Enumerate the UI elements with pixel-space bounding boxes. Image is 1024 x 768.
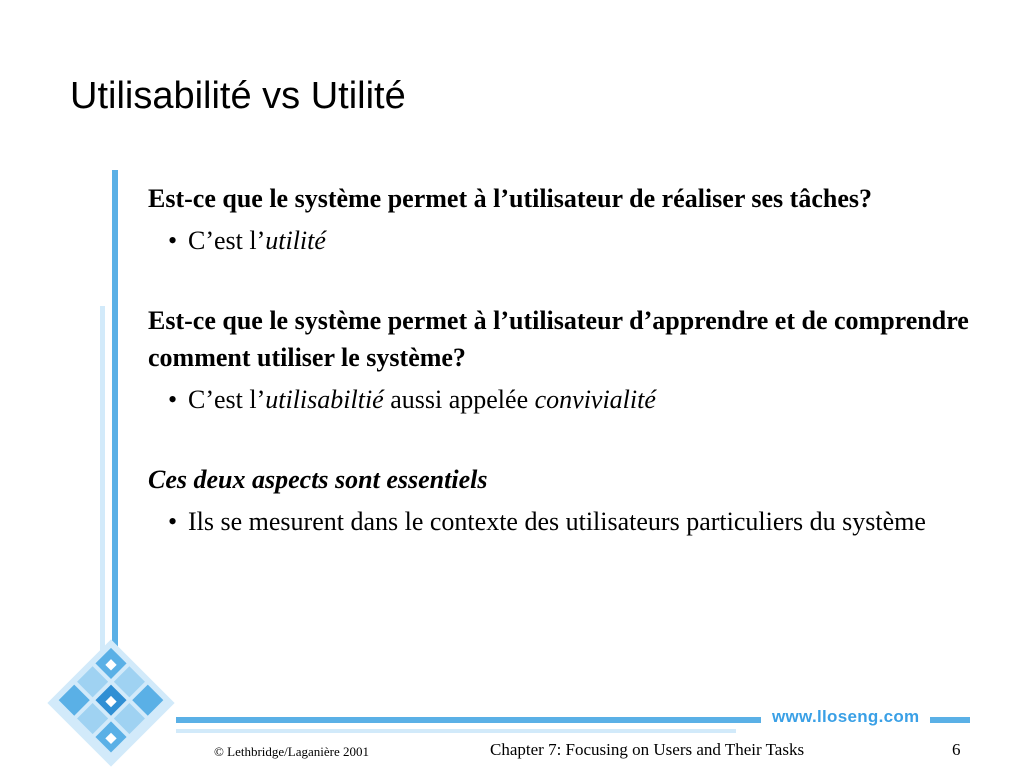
bullet-1	[168, 223, 978, 259]
bullet-2-middle: aussi appelée	[383, 385, 535, 414]
diamond-mosaic-logo-icon	[36, 628, 186, 768]
footer-chapter: Chapter 7: Focusing on Users and Their Tasks	[490, 740, 805, 759]
slide-title: Utilisabilité vs Utilité	[70, 75, 406, 117]
footer-url: www.lloseng.com	[772, 707, 920, 726]
bullet-2	[168, 382, 978, 418]
bullet-1-emph: utilité	[265, 226, 326, 255]
bullet-3	[168, 504, 978, 540]
decor-vertical-bar	[112, 170, 118, 690]
page-number: 6	[952, 740, 961, 759]
bullet-3-text: Ils se mesurent dans le contexte des utilisateurs particuliers du système	[188, 507, 926, 536]
bullet-dot: •	[168, 385, 178, 414]
statement-3: Ces deux aspects sont essentiels	[148, 465, 488, 494]
decor-horizontal-bar	[176, 717, 761, 723]
decor-horizontal-bar-end	[930, 717, 970, 723]
decor-horizontal-bar-light	[176, 729, 736, 733]
question-2: Est-ce que le système permet à l’utilisateur d’apprendre et de comprendre comment utiliser le système?	[148, 306, 969, 372]
footer-copyright: © Lethbridge/Laganière 2001	[214, 744, 369, 759]
bullet-2-emph2: convivialité	[534, 385, 656, 414]
slide-content	[148, 180, 978, 540]
bullet-2-prefix: C’est l’	[188, 385, 266, 414]
bullet-dot: •	[168, 226, 178, 255]
bullet-1-prefix: C’est l’	[188, 226, 266, 255]
bullet-2-emph: utilisabiltié	[265, 385, 384, 414]
bullet-dot: •	[168, 507, 178, 536]
question-1: Est-ce que le système permet à l’utilisateur de réaliser ses tâches?	[148, 184, 872, 213]
